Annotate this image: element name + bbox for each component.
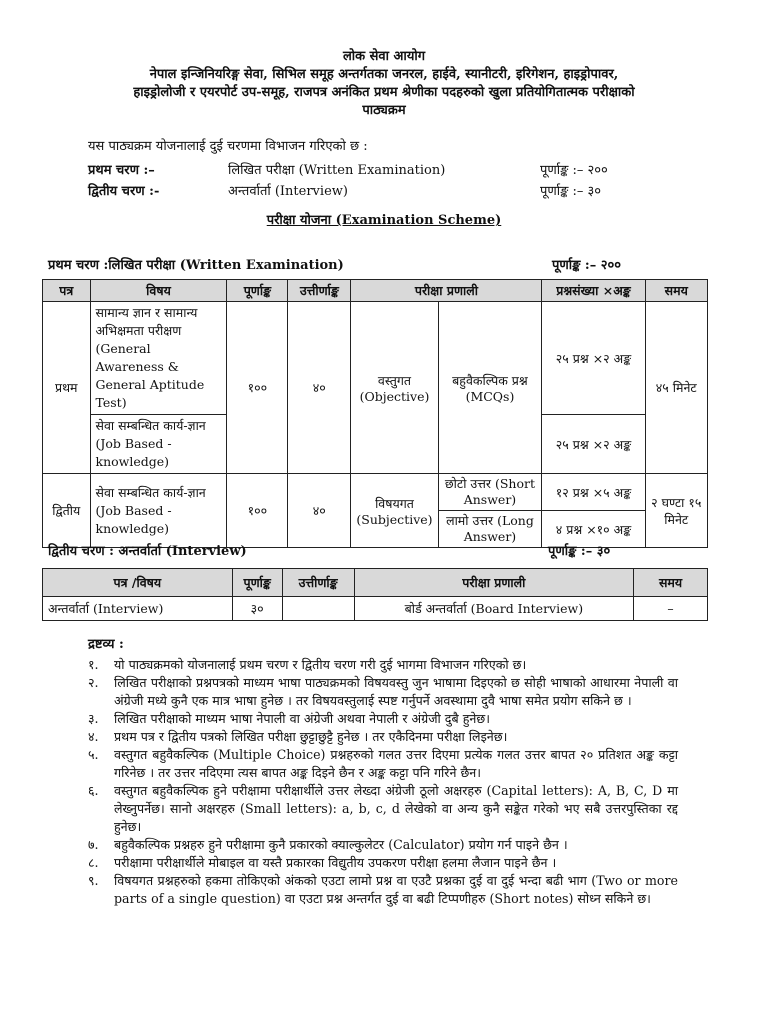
interview-pass-marks [282, 597, 354, 621]
note-text: लिखित परीक्षाको प्रश्नपत्रको माध्यम भाषा पाठ्यक्रमको विषयवस्तु जुन भाषामा दिइएको छ सोही भाषाको आधारमा नेपाली वा अंग्रेजी मध्ये कुनै एक मात्र भाषा हुनेछ । तर विषयवस्तुलाई स्पष्ट गर्नुपर्ने अवस्थामा दुवै भाषा समेत प्रयोग सकिने छ । [114, 675, 678, 708]
table-row [43, 597, 708, 621]
phase-1-name: लिखित परीक्षा (Written Examination) [228, 163, 446, 178]
paper-1-questions-b: २५ प्रश्न ×२ अङ्क [542, 415, 645, 474]
col-pass-marks: उत्तीर्णाङ्क [288, 280, 351, 302]
list-item [88, 656, 678, 674]
list-item [88, 728, 678, 746]
list-item [88, 710, 678, 728]
col-paper: पत्र [43, 280, 91, 302]
note-text: लिखित परीक्षाको माध्यम भाषा नेपाली वा अंग्रेजी अथवा नेपाली र अंग्रेजी दुबै हुनेछ। [114, 711, 490, 726]
syllabus-title-line-1: नेपाल इन्जिनियरिङ्ग सेवा, सिभिल समूह अन्तर्गतका जनरल, हाईवे, स्यानीटरी, इरिगेशन, हाइड्रोपावर, [149, 67, 619, 82]
col-pass-marks: उत्तीर्णाङ्क [282, 569, 354, 597]
phase-1-label: प्रथम चरण :– [88, 163, 155, 178]
note-number: ३. [88, 711, 99, 726]
interview-full-marks: ३० [232, 597, 282, 621]
note-text: प्रथम पत्र र द्वितीय पत्रको लिखित परीक्षा छुट्टाछुट्टै हुनेछ । तर एकैदिनमा परीक्षा लिइनेछ। [114, 729, 508, 744]
list-item [88, 836, 678, 854]
note-number: ८. [88, 855, 99, 870]
interview-exam-system: बोर्ड अन्तर्वार्ता (Board Interview) [354, 597, 633, 621]
col-questions: प्रश्नसंख्या ×अङ्क [542, 280, 645, 302]
interview-section-marks: पूर्णाङ्क :– ३० [548, 544, 611, 559]
phase-2-name: अन्तर्वार्ता (Interview) [228, 184, 348, 199]
note-text: वस्तुगत बहुवैकल्पिक (Multiple Choice) प्रश्नहरुको गलत उत्तर दिएमा प्रत्येक गलत उत्तर बापत २० प्रतिशत अङ्क कट्टा गरिनेछ । तर उत्तर नदिएमा त्यस बापत अङ्क दिइने छैन र अङ्क कट्टा पनि गरिने छैन। [114, 747, 678, 780]
paper-2-format-long: लामो उत्तर (Long Answer) [438, 511, 542, 548]
col-time: समय [645, 280, 707, 302]
paper-1-full-marks: १०० [227, 302, 288, 474]
note-text: बहुवैकल्पिक प्रश्नहरु हुने परीक्षामा कुनै प्रकारको क्याल्कुलेटर (Calculator) प्रयोग गर्न पाइने छैन । [114, 837, 568, 852]
paper-2-full-marks: १०० [227, 474, 288, 548]
table-row [43, 302, 708, 415]
paper-2-questions-a: १२ प्रश्न ×५ अङ्क [542, 474, 645, 511]
paper-1-name: प्रथम [43, 302, 91, 474]
col-subject: विषय [90, 280, 227, 302]
written-section-title: प्रथम चरण :लिखित परीक्षा (Written Examination) [48, 258, 344, 273]
scheme-title: परीक्षा योजना (Examination Scheme) [266, 213, 502, 228]
intro-text: यस पाठ्यक्रम योजनालाई दुई चरणमा विभाजन गरिएको छ : [88, 139, 368, 154]
paper-1-questions-a: २५ प्रश्न ×२ अङ्क [542, 302, 645, 415]
col-paper-subject: पत्र /विषय [43, 569, 233, 597]
note-number: ७. [88, 837, 99, 852]
paper-1-type: वस्तुगत (Objective) [351, 302, 438, 474]
note-number: ६. [88, 783, 99, 798]
phase-2-marks: पूर्णाङ्क :– ३० [540, 184, 602, 199]
note-number: १. [88, 657, 99, 672]
syllabus-title-line-3: पाठ्यक्रम [362, 103, 406, 118]
list-item [88, 872, 678, 908]
written-exam-table [42, 279, 708, 548]
list-item [88, 674, 678, 710]
note-text: परीक्षामा परीक्षार्थीले मोबाइल वा यस्तै प्रकारका विद्युतीय उपकरण परीक्षा हलमा लैजान पाइने छैन । [114, 855, 557, 870]
note-number: ५. [88, 747, 99, 762]
note-number: ९. [88, 873, 99, 888]
note-text: यो पाठ्यक्रमको योजनालाई प्रथम चरण र द्वितीय चरण गरी दुई भागमा विभाजन गरिएको छ। [114, 657, 527, 672]
table-header-row [43, 569, 708, 597]
paper-1-pass-marks: ४० [288, 302, 351, 474]
note-text: विषयगत प्रश्नहरुको हकमा तोकिएको अंकको एउटा लामो प्रश्न वा एउटै प्रश्नका दुई वा दुई भन्दा बढी भाग (Two or more parts of a single question) वा एउटा प्रश्न अन्तर्गत दुई वा बढी टिप्पणीहरु (Short notes) सोध्न सकिने छ। [114, 873, 678, 906]
phase-1-marks: पूर्णाङ्क :– २०० [540, 163, 608, 178]
list-item [88, 854, 678, 872]
paper-1-subject-a: सामान्य ज्ञान र सामान्य अभिक्षमता परीक्षण (General Awareness & General Aptitude Test) [90, 302, 227, 415]
paper-1-subject-b: सेवा सम्बन्धित कार्य-ज्ञान (Job Based - knowledge) [90, 415, 227, 474]
paper-2-subject: सेवा सम्बन्धित कार्य-ज्ञान (Job Based - knowledge) [90, 474, 227, 548]
col-exam-system: परीक्षा प्रणाली [354, 569, 633, 597]
col-exam-system: परीक्षा प्रणाली [351, 280, 542, 302]
table-row [43, 474, 708, 511]
syllabus-title-line-2: हाइड्रोलोजी र एयरपोर्ट उप-समूह, राजपत्र अनंकित प्रथम श्रेणीका पदहरुको खुला प्रतियोगितात्मक परीक्षाको [133, 85, 635, 100]
phase-2-label: द्वितीय चरण :- [88, 184, 160, 199]
list-item [88, 746, 678, 782]
interview-section-title: द्वितीय चरण : अन्तर्वार्ता (Interview) [48, 544, 247, 559]
paper-2-format-short: छोटो उत्तर (Short Answer) [438, 474, 542, 511]
col-full-marks: पूर्णाङ्क [227, 280, 288, 302]
paper-2-questions-b: ४ प्रश्न ×१० अङ्क [542, 511, 645, 548]
note-number: २. [88, 675, 99, 690]
paper-1-format: बहुवैकल्पिक प्रश्न (MCQs) [438, 302, 542, 474]
list-item [88, 782, 678, 836]
paper-1-time: ४५ मिनेट [645, 302, 707, 474]
note-text: वस्तुगत बहुवैकल्पिक हुने परीक्षामा परीक्षार्थीले उत्तर लेख्दा अंग्रेजी ठूलो अक्षरहरु (Capital letters): A, B, C, D मा लेख्नुपर्नेछ। सानो अक्षरहरु (Small letters): a, b, c, d लेखेको वा अन्य कुनै सङ्केत गरेको भए सबै उत्तरपुस्तिका रद्द हुनेछ। [114, 783, 678, 834]
col-full-marks: पूर्णाङ्क [232, 569, 282, 597]
col-time: समय [634, 569, 708, 597]
org-title: लोक सेवा आयोग [342, 49, 426, 64]
note-number: ४. [88, 729, 99, 744]
paper-2-time: २ घण्टा १५ मिनेट [645, 474, 707, 548]
paper-2-pass-marks: ४० [288, 474, 351, 548]
notes-list [88, 656, 678, 908]
interview-time: – [634, 597, 708, 621]
paper-2-type: विषयगत (Subjective) [351, 474, 438, 548]
interview-table [42, 568, 708, 621]
written-section-marks: पूर्णाङ्क :– २०० [552, 258, 622, 273]
paper-2-name: द्वितीय [43, 474, 91, 548]
table-header-row [43, 280, 708, 302]
notes-title: द्रष्टव्य : [88, 637, 124, 652]
interview-subject: अन्तर्वार्ता (Interview) [43, 597, 233, 621]
